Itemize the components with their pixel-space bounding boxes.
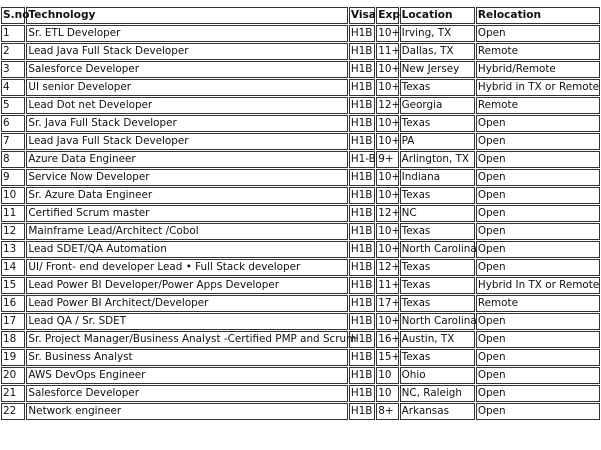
cell-location: Georgia (400, 97, 475, 114)
cell-sno: 19 (1, 349, 25, 366)
cell-technology: Sr. Java Full Stack Developer (26, 115, 347, 132)
cell-technology: Certified Scrum master (26, 205, 347, 222)
table-row (1, 187, 600, 204)
cell-technology: Salesforce Developer (26, 385, 347, 402)
table-row (1, 223, 600, 240)
cell-location: Irving, TX (400, 25, 475, 42)
table-row (1, 403, 600, 420)
cell-sno: 10 (1, 187, 25, 204)
cell-location: Arkansas (400, 403, 475, 420)
table-row (1, 97, 600, 114)
header-location: Location (400, 7, 475, 24)
cell-exp: 10+ (376, 61, 398, 78)
cell-exp: 10+ (376, 313, 398, 330)
cell-visa: H1B (349, 367, 375, 384)
cell-exp: 10+ (376, 223, 398, 240)
cell-relocation: Open (476, 115, 600, 132)
cell-sno: 15 (1, 277, 25, 294)
cell-relocation: Open (476, 403, 600, 420)
table-row (1, 151, 600, 168)
cell-exp: 12+ (376, 205, 398, 222)
cell-relocation: Open (476, 241, 600, 258)
cell-visa: H1B (349, 277, 375, 294)
cell-exp: 10+ (376, 115, 398, 132)
table-row (1, 205, 600, 222)
cell-location: Texas (400, 349, 475, 366)
cell-sno: 2 (1, 43, 25, 60)
table-row (1, 331, 600, 348)
cell-location: NC (400, 205, 475, 222)
table-row (1, 367, 600, 384)
cell-visa: H1B (349, 133, 375, 150)
cell-relocation: Open (476, 205, 600, 222)
cell-location: Texas (400, 277, 475, 294)
cell-sno: 20 (1, 367, 25, 384)
cell-technology: Lead Java Full Stack Developer (26, 133, 347, 150)
cell-visa: H1B (349, 115, 375, 132)
cell-relocation: Hybrid/Remote (476, 61, 600, 78)
cell-exp: 11+ (376, 277, 398, 294)
cell-sno: 7 (1, 133, 25, 150)
cell-location: Texas (400, 259, 475, 276)
cell-relocation: Open (476, 367, 600, 384)
cell-relocation: Hybrid in TX or Remote (476, 79, 600, 96)
table-row (1, 79, 600, 96)
cell-technology: Lead Power BI Developer/Power Apps Developer (26, 277, 347, 294)
cell-relocation: Remote (476, 43, 600, 60)
cell-relocation: Open (476, 169, 600, 186)
cell-technology: UI/ Front- end developer Lead • Full Stack developer (26, 259, 347, 276)
cell-technology: Sr. Azure Data Engineer (26, 187, 347, 204)
cell-sno: 9 (1, 169, 25, 186)
cell-location: Arlington, TX (400, 151, 475, 168)
cell-exp: 10+ (376, 241, 398, 258)
cell-relocation: Open (476, 313, 600, 330)
cell-location: New Jersey (400, 61, 475, 78)
cell-technology: Lead QA / Sr. SDET (26, 313, 347, 330)
table-row (1, 313, 600, 330)
cell-location: Ohio (400, 367, 475, 384)
consultants-table (0, 6, 601, 421)
cell-relocation: Hybrid In TX or Remote (476, 277, 600, 294)
cell-location: NC, Raleigh (400, 385, 475, 402)
cell-visa: H1B (349, 331, 375, 348)
cell-visa: H1-B (349, 151, 375, 168)
cell-sno: 17 (1, 313, 25, 330)
cell-exp: 10+ (376, 133, 398, 150)
table-row (1, 43, 600, 60)
cell-location: Texas (400, 295, 475, 312)
cell-technology: Sr. ETL Developer (26, 25, 347, 42)
cell-sno: 8 (1, 151, 25, 168)
cell-relocation: Open (476, 133, 600, 150)
cell-exp: 10 (376, 367, 398, 384)
table-row (1, 25, 600, 42)
cell-technology: Network engineer (26, 403, 347, 420)
header-sno: S.no (1, 7, 25, 24)
cell-sno: 14 (1, 259, 25, 276)
cell-visa: H1B (349, 43, 375, 60)
cell-technology: Service Now Developer (26, 169, 347, 186)
header-relocation: Relocation (476, 7, 600, 24)
cell-sno: 5 (1, 97, 25, 114)
table-row (1, 385, 600, 402)
cell-technology: Sr. Project Manager/Business Analyst -Certified PMP and Scrum (26, 331, 347, 348)
cell-visa: H1B (349, 403, 375, 420)
header-technology: Technology (26, 7, 347, 24)
cell-exp: 10+ (376, 79, 398, 96)
cell-exp: 12+ (376, 259, 398, 276)
cell-relocation: Open (476, 331, 600, 348)
cell-technology: Salesforce Developer (26, 61, 347, 78)
cell-location: Dallas, TX (400, 43, 475, 60)
cell-relocation: Open (476, 259, 600, 276)
cell-relocation: Remote (476, 97, 600, 114)
cell-visa: H1B (349, 25, 375, 42)
cell-relocation: Open (476, 385, 600, 402)
table-row (1, 295, 600, 312)
cell-location: PA (400, 133, 475, 150)
cell-visa: H1B (349, 169, 375, 186)
table-body (1, 25, 600, 420)
table-row (1, 277, 600, 294)
cell-relocation: Open (476, 349, 600, 366)
cell-location: Texas (400, 223, 475, 240)
cell-sno: 12 (1, 223, 25, 240)
cell-technology: Lead Java Full Stack Developer (26, 43, 347, 60)
cell-visa: H1B (349, 241, 375, 258)
cell-location: North Carolina (400, 313, 475, 330)
table-row (1, 115, 600, 132)
cell-technology: Azure Data Engineer (26, 151, 347, 168)
cell-visa: H1B (349, 259, 375, 276)
cell-relocation: Remote (476, 295, 600, 312)
cell-exp: 17+ (376, 295, 398, 312)
cell-exp: 10+ (376, 187, 398, 204)
cell-sno: 6 (1, 115, 25, 132)
cell-exp: 10+ (376, 25, 398, 42)
cell-relocation: Open (476, 25, 600, 42)
cell-technology: Mainframe Lead/Architect /Cobol (26, 223, 347, 240)
cell-visa: H1B (349, 97, 375, 114)
table-row (1, 241, 600, 258)
cell-sno: 4 (1, 79, 25, 96)
cell-sno: 21 (1, 385, 25, 402)
cell-location: North Carolina (400, 241, 475, 258)
table-row (1, 133, 600, 150)
table-row (1, 61, 600, 78)
cell-technology: Sr. Business Analyst (26, 349, 347, 366)
cell-location: Texas (400, 187, 475, 204)
cell-sno: 1 (1, 25, 25, 42)
cell-location: Austin, TX (400, 331, 475, 348)
cell-sno: 3 (1, 61, 25, 78)
cell-technology: UI senior Developer (26, 79, 347, 96)
cell-exp: 12+ (376, 97, 398, 114)
table-row (1, 259, 600, 276)
cell-sno: 13 (1, 241, 25, 258)
cell-sno: 11 (1, 205, 25, 222)
cell-exp: 16+ (376, 331, 398, 348)
cell-visa: H1B (349, 349, 375, 366)
cell-sno: 22 (1, 403, 25, 420)
cell-location: Indiana (400, 169, 475, 186)
cell-visa: H1B (349, 223, 375, 240)
cell-sno: 18 (1, 331, 25, 348)
table-header-row (1, 7, 600, 24)
header-visa: Visa (349, 7, 375, 24)
cell-visa: H1B (349, 79, 375, 96)
cell-exp: 11+ (376, 43, 398, 60)
cell-sno: 16 (1, 295, 25, 312)
cell-relocation: Open (476, 187, 600, 204)
cell-exp: 10 (376, 385, 398, 402)
cell-visa: H1B (349, 61, 375, 78)
cell-location: Texas (400, 79, 475, 96)
cell-exp: 8+ (376, 403, 398, 420)
cell-technology: Lead Dot net Developer (26, 97, 347, 114)
cell-technology: Lead SDET/QA Automation (26, 241, 347, 258)
table-row (1, 349, 600, 366)
cell-visa: H1B (349, 205, 375, 222)
cell-relocation: Open (476, 151, 600, 168)
header-exp: Exp (376, 7, 398, 24)
table-row (1, 169, 600, 186)
cell-visa: H1B (349, 385, 375, 402)
cell-visa: H1B (349, 313, 375, 330)
cell-visa: H1B (349, 187, 375, 204)
cell-exp: 15+ (376, 349, 398, 366)
cell-technology: AWS DevOps Engineer (26, 367, 347, 384)
cell-location: Texas (400, 115, 475, 132)
cell-relocation: Open (476, 223, 600, 240)
cell-exp: 9+ (376, 151, 398, 168)
cell-visa: H1B (349, 295, 375, 312)
cell-exp: 10+ (376, 169, 398, 186)
cell-technology: Lead Power BI Architect/Developer (26, 295, 347, 312)
